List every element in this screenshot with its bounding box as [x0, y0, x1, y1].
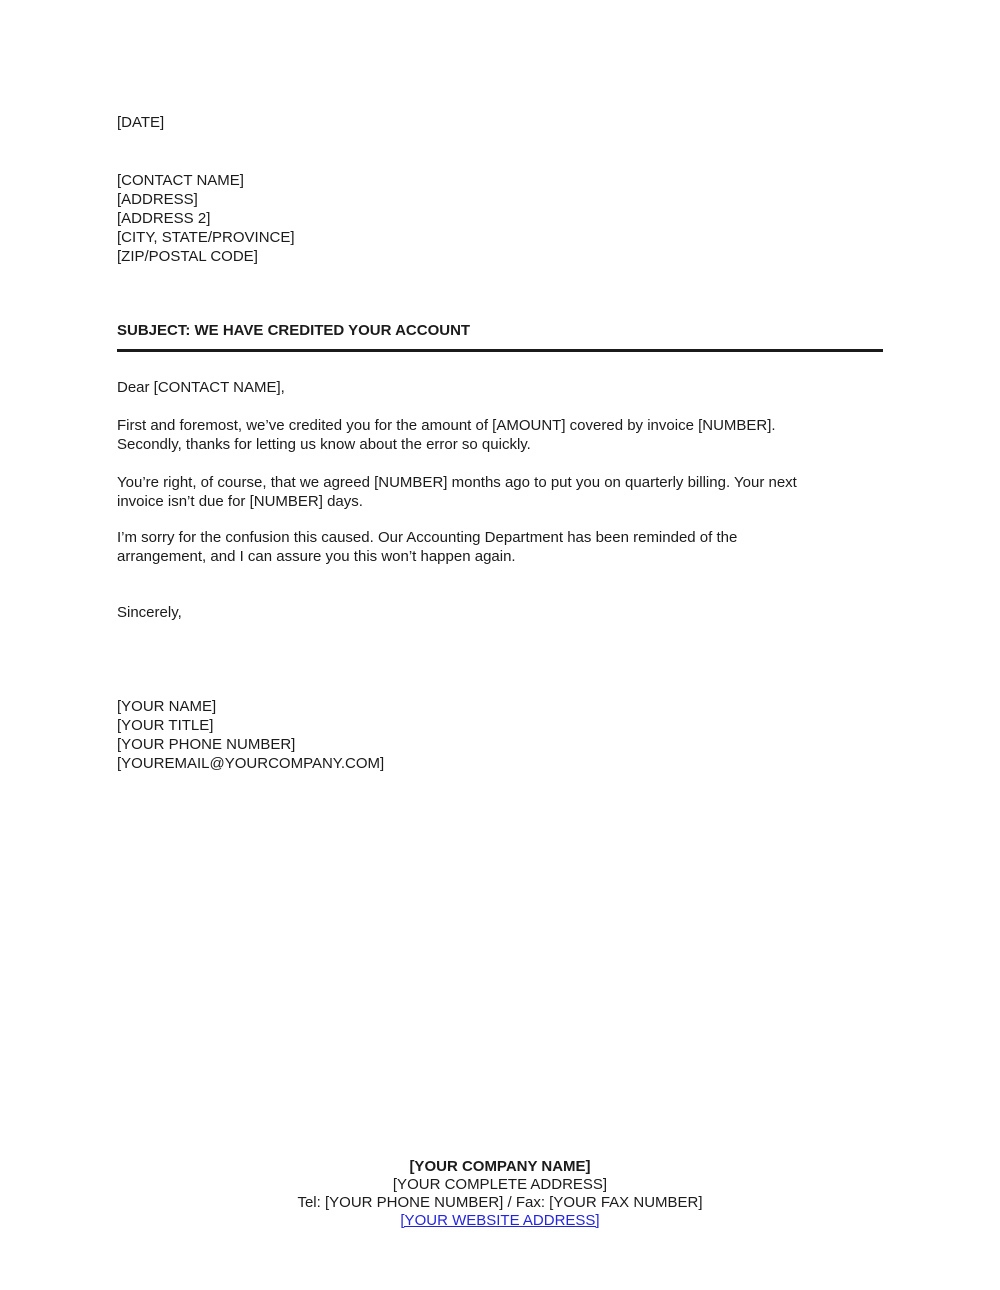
recipient-address-block — [117, 171, 883, 266]
closing: Sincerely, — [117, 604, 182, 621]
recipient-zip-code: [ZIP/POSTAL CODE] — [117, 248, 258, 265]
letter-footer — [0, 1158, 1000, 1230]
signature-email: [YOUREMAIL@YOURCOMPANY.COM] — [117, 755, 385, 772]
footer-website-link[interactable]: [YOUR WEBSITE ADDRESS] — [400, 1212, 600, 1229]
paragraph-line: invoice isn’t due for [NUMBER] days. — [117, 493, 363, 510]
recipient-address: [ADDRESS] — [117, 191, 198, 208]
body-paragraph-1 — [117, 416, 883, 454]
body-paragraph-2 — [117, 473, 883, 511]
recipient-contact-name: [CONTACT NAME] — [117, 172, 244, 189]
footer-company-address: [YOUR COMPLETE ADDRESS] — [392, 1176, 608, 1193]
signature-block — [117, 697, 883, 773]
footer-tel-fax: Tel: [YOUR PHONE NUMBER] / Fax: [YOUR FAX NUMBER] — [297, 1194, 703, 1211]
recipient-city-state: [CITY, STATE/PROVINCE] — [117, 229, 295, 246]
paragraph-line: Secondly, thanks for letting us know about the error so quickly. — [117, 436, 531, 453]
paragraph-line: First and foremost, we’ve credited you for the amount of [AMOUNT] covered by invoice [NUMBER]. — [117, 417, 776, 434]
paragraph-line: I’m sorry for the confusion this caused. Our Accounting Department has been reminded of the — [117, 529, 738, 546]
greeting: Dear [CONTACT NAME], — [117, 379, 285, 396]
subject-line: SUBJECT: WE HAVE CREDITED YOUR ACCOUNT — [117, 321, 883, 352]
date-line: [DATE] — [117, 114, 165, 131]
recipient-address-2: [ADDRESS 2] — [117, 210, 211, 227]
signature-title: [YOUR TITLE] — [117, 717, 214, 734]
body-paragraph-3 — [117, 528, 883, 566]
signature-phone: [YOUR PHONE NUMBER] — [117, 736, 296, 753]
footer-company-name: [YOUR COMPANY NAME] — [409, 1158, 591, 1175]
paragraph-line: You’re right, of course, that we agreed [NUMBER] months ago to put you on quarterly billing. Your next — [117, 474, 797, 491]
paragraph-line: arrangement, and I can assure you this won’t happen again. — [117, 548, 516, 565]
signature-name: [YOUR NAME] — [117, 698, 217, 715]
